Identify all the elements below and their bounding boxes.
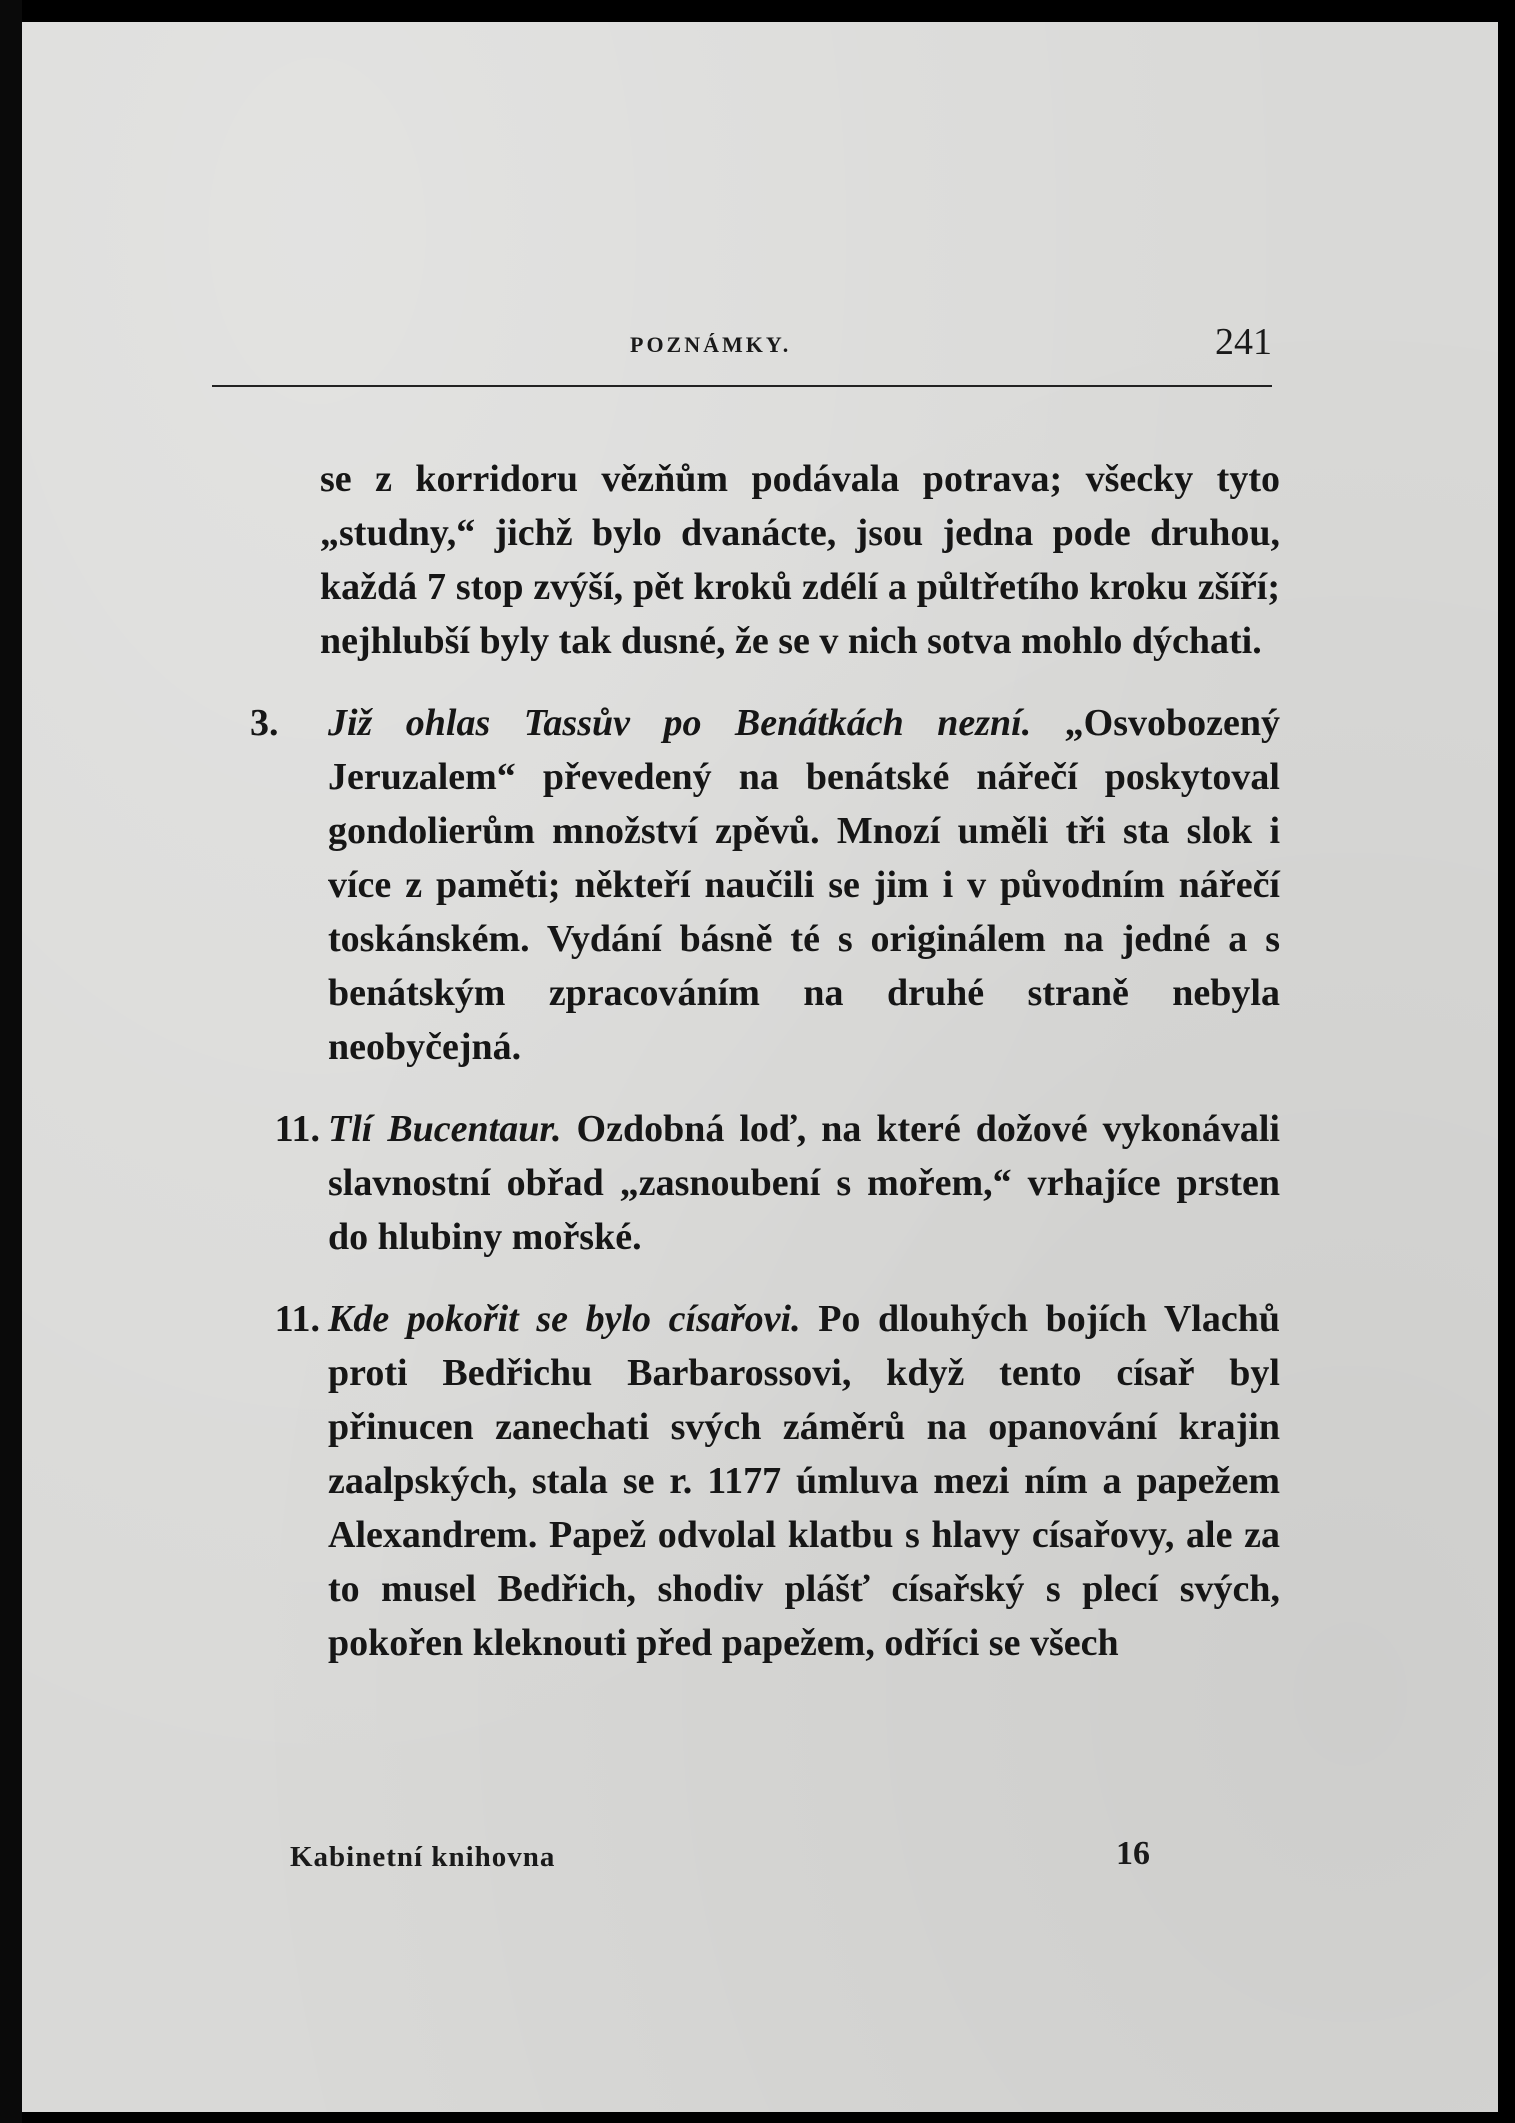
continued-paragraph: se z korridoru vězňům podávala potrava; všecky tyto „studny,“ jichž bylo dvanácte, jsou jedna pode druhou, každá 7 stop zvýší, pět kroků zdélí a půltřetího kroku zšíří; nejhlubší byly tak dusné, že se v nich sotva mohlo dýchati. <box>320 458 1280 662</box>
running-title: POZNÁMKY. <box>630 332 792 357</box>
note-number: 3. <box>250 702 279 744</box>
page-number: 241 <box>1215 321 1272 363</box>
page-footer <box>290 1835 1150 1885</box>
running-header <box>212 300 1272 363</box>
note-text: Ozdobná loď, na které dožové vykonávali slavnostní obřad „zasnoubení s mořem,“ vrhajíce prsten do hlubiny mořské. <box>328 1108 1280 1258</box>
note-lemma: Tlí Bucentaur. <box>328 1108 577 1150</box>
note-3 <box>240 696 1280 1074</box>
note-number: 11. <box>274 1298 320 1340</box>
note-11-emperor <box>240 1292 1280 1670</box>
header-rule <box>212 385 1272 387</box>
signature-mark: 16 <box>1116 1835 1150 1872</box>
series-title: Kabinetní knihovna <box>290 1841 556 1873</box>
note-text: Po dlouhých bojích Vlachů proti Bedřichu Barbarossovi, když tento císař byl přinucen zanechati svých záměrů na opanování krajin zaalpských, stala se r. 1177 úmluva mezi ním a papežem Alexandrem. Papež odvolal klatbu s hlavy císařovy, ale za to musel Bedřich, shodiv plášť císařský s plecí svých, pokořen kleknouti před papežem, odříci se všech <box>328 1298 1280 1664</box>
note-11-bucentaur <box>240 1102 1280 1264</box>
note-number: 11. <box>274 1108 320 1150</box>
note-text: „Osvobozený Jeruzalem“ převedený na benátské nářečí poskytoval gondolierům množství zpěvů. Mnozí uměli tři sta slok i více z paměti; někteří naučili se jim i v původním nářečí toskánském. Vydání básně té s originálem na jedné a s benátským zpracováním na druhé straně nebyla neobyčejná. <box>328 702 1280 1068</box>
notes-body <box>240 452 1280 1670</box>
note-lemma: Kde pokořit se bylo císařovi. <box>328 1298 819 1340</box>
note-lemma: Již ohlas Tassův po Benátkách nezní. <box>328 702 1065 744</box>
page-edge <box>0 0 22 2123</box>
